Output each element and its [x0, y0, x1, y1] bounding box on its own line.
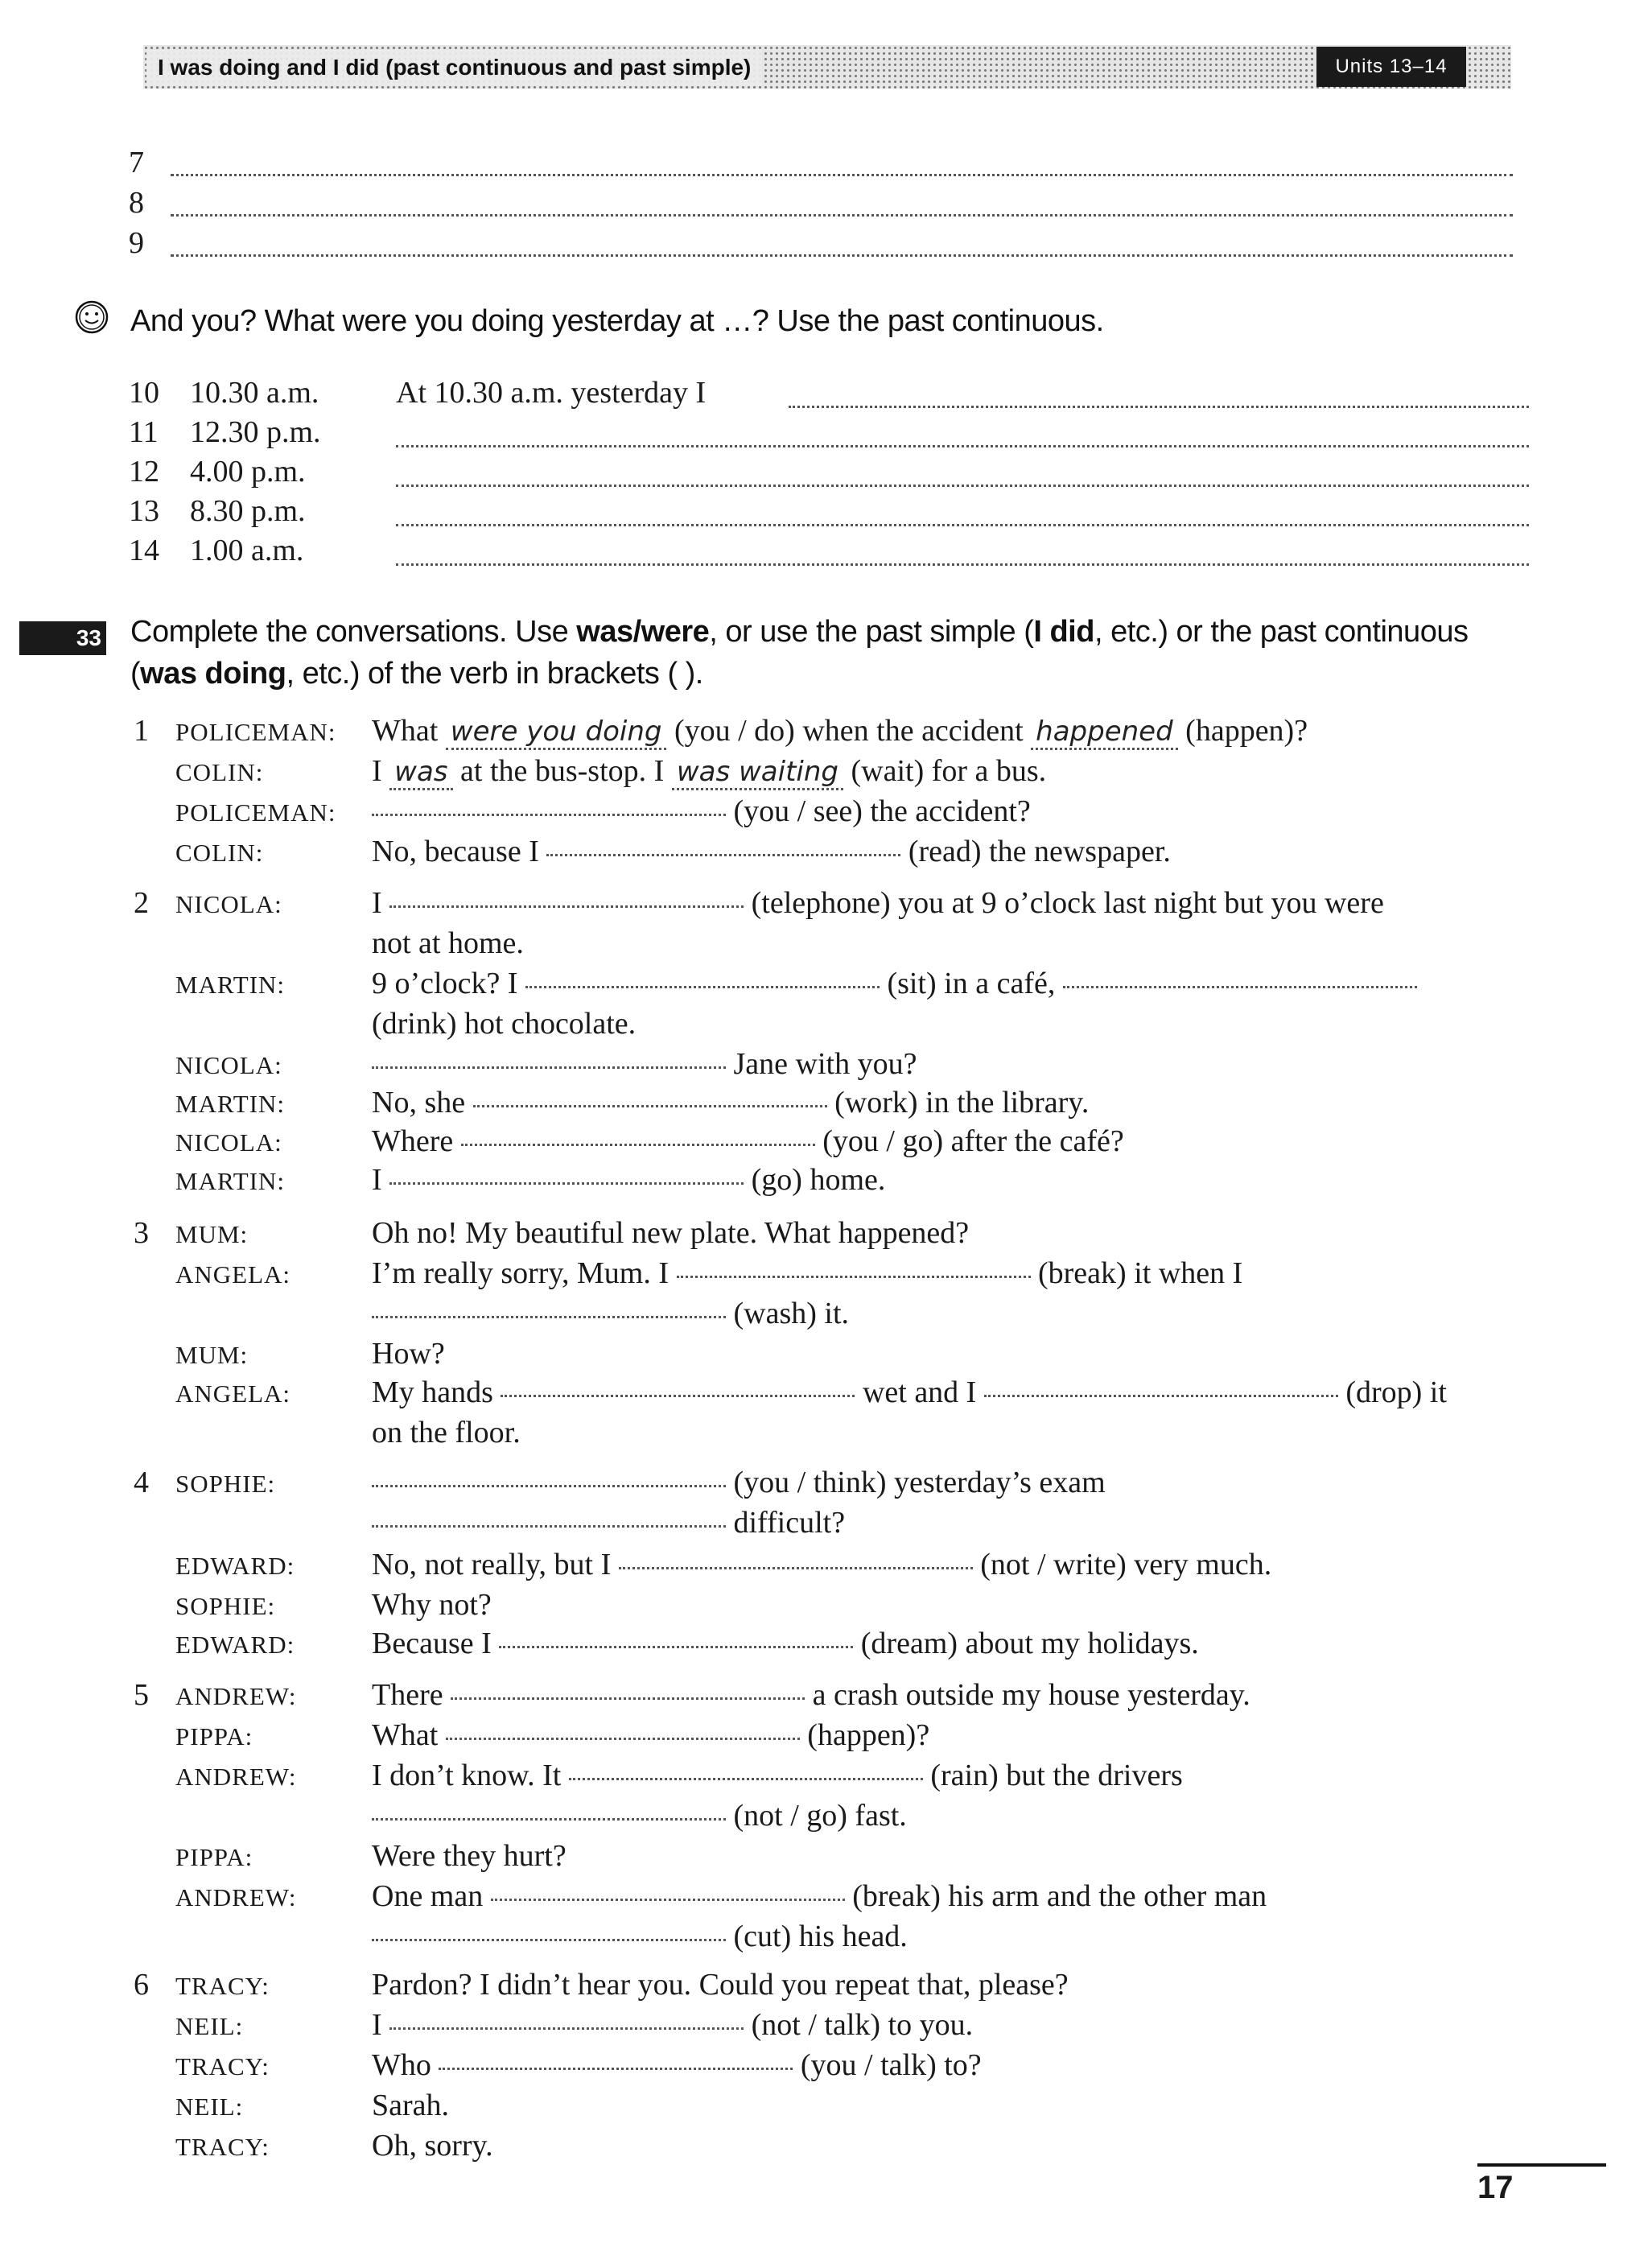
conversation-number: 5 [134, 1678, 149, 1712]
dialogue-text: Oh, sorry. [372, 2129, 493, 2163]
time-row-11 [129, 414, 1529, 453]
speaker-name: TRACY: [175, 1972, 270, 2000]
speaker-name: EDWARD: [175, 1552, 295, 1580]
dialogue-text: Who (you / talk) to? [372, 2048, 982, 2082]
answer-blank[interactable] [396, 524, 1529, 526]
dialogue-text: not at home. [372, 926, 524, 960]
dialogue-text: 9 o’clock? I (sit) in a café, [372, 966, 1417, 1001]
speaker-name: SOPHIE: [175, 1470, 276, 1498]
answer-blank[interactable] [372, 1485, 726, 1487]
answer-blank[interactable] [501, 1395, 855, 1397]
speaker-name: COLIN: [175, 839, 264, 867]
row-number: 14 [129, 534, 159, 567]
row-time: 10.30 a.m. [190, 376, 319, 410]
task-instruction: And you? What were you doing yesterday at …? Use the past continuous. [130, 304, 1104, 338]
row-number: 13 [129, 494, 159, 528]
speaker-name: TRACY: [175, 2133, 270, 2161]
dialogue-text: difficult? [372, 1505, 845, 1540]
row-time: 8.30 p.m. [190, 494, 306, 528]
speaker-name: NICOLA: [175, 1128, 282, 1157]
dialogue-text: I don’t know. It (rain) but the drivers [372, 1759, 1183, 1792]
conversation-number: 1 [134, 714, 149, 748]
answer-blank[interactable] [171, 254, 1513, 257]
instruction-text: , etc.) of the verb in brackets ( ). [286, 657, 703, 691]
dialogue-text: (wash) it. [372, 1296, 849, 1331]
dialogue-text: Jane with you? [372, 1046, 917, 1082]
answer-blank[interactable] [171, 174, 1513, 176]
dialogue-text: I was at the bus-stop. I was waiting (wait) for a bus. [372, 753, 1046, 789]
row-number: 10 [129, 376, 159, 410]
answer-blank[interactable] [171, 214, 1513, 216]
dialogue-text: There a crash outside my house yesterday. [372, 1678, 1250, 1712]
answer-line-8 [129, 185, 1513, 224]
dialogue-text: I (go) home. [372, 1163, 886, 1197]
speaker-name: ANDREW: [175, 1763, 297, 1791]
speaker-name: ANDREW: [175, 1682, 297, 1710]
answer-blank[interactable] [569, 1778, 923, 1780]
speaker-name: MUM: [175, 1341, 249, 1369]
dialogue-text: Were they hurt? [372, 1839, 566, 1873]
dialogue-text: No, she (work) in the library. [372, 1086, 1090, 1120]
page-number-rule [1477, 2163, 1606, 2167]
dialogue-text: I (not / talk) to you. [372, 2008, 974, 2042]
instruction-text: Complete the conversations. Use [130, 615, 577, 649]
conversation-number: 3 [134, 1216, 149, 1250]
filled-answer[interactable]: was waiting [672, 756, 843, 790]
speaker-name: MUM: [175, 1220, 249, 1248]
answer-blank[interactable] [546, 854, 900, 856]
dialogue-text: Where (you / go) after the café? [372, 1124, 1124, 1158]
row-number: 12 [129, 455, 159, 489]
answer-blank[interactable] [389, 2027, 744, 2030]
answer-blank[interactable] [389, 905, 744, 908]
filled-answer[interactable]: was [389, 756, 452, 790]
dialogue-text: Pardon? I didn’t hear you. Could you repeat that, please? [372, 1968, 1069, 2002]
speaker-name: NICOLA: [175, 890, 282, 918]
line-number: 9 [129, 226, 144, 260]
filled-answer[interactable]: happened [1031, 715, 1178, 750]
dialogue-text: No, because I (read) the newspaper. [372, 835, 1171, 868]
exercise-number-badge: 33 [19, 621, 106, 655]
speaker-name: NICOLA: [175, 1051, 282, 1079]
speaker-name: NEIL: [175, 2093, 244, 2121]
answer-blank[interactable] [984, 1395, 1338, 1397]
answer-blank[interactable] [396, 563, 1529, 566]
instruction-text: ( [130, 657, 141, 691]
dialogue-text: Why not? [372, 1588, 492, 1622]
dialogue-text: I’m really sorry, Mum. I (break) it when I [372, 1256, 1243, 1290]
answer-blank[interactable] [619, 1567, 973, 1569]
answer-line-9 [129, 225, 1513, 264]
answer-blank[interactable] [396, 485, 1529, 487]
answer-blank[interactable] [372, 1818, 726, 1821]
row-number: 11 [129, 415, 159, 449]
speaker-name: POLICEMAN: [175, 718, 336, 746]
speaker-name: PIPPA: [175, 1722, 253, 1750]
speaker-name: SOPHIE: [175, 1592, 276, 1620]
dialogue-text: on the floor. [372, 1416, 521, 1449]
answer-blank[interactable] [491, 1899, 845, 1901]
dialogue-text: (drink) hot chocolate. [372, 1007, 637, 1041]
speaker-name: PIPPA: [175, 1843, 253, 1871]
dialogue-text: Oh no! My beautiful new plate. What happened? [372, 1216, 970, 1250]
filled-answer[interactable]: were you doing [446, 715, 667, 750]
units-badge: Units 13–14 [1316, 47, 1466, 87]
answer-blank[interactable] [372, 1316, 726, 1318]
answer-blank[interactable] [372, 1525, 726, 1528]
exercise-instruction-line-2 [130, 657, 703, 691]
answer-blank[interactable] [446, 1738, 800, 1740]
page-heading: I was doing and I did (past continuous and past simple) [146, 50, 762, 85]
speaker-name: NEIL: [175, 2012, 244, 2040]
dialogue-text: Sarah. [372, 2089, 450, 2122]
instruction-bold: was doing [140, 657, 286, 691]
page-number: 17 [1477, 2170, 1514, 2205]
instruction-bold: was/were [576, 615, 710, 649]
time-row-14 [129, 533, 1529, 571]
answer-blank[interactable] [372, 814, 726, 816]
dialogue-text: (not / go) fast. [372, 1798, 907, 1833]
dialogue-text: One man (break) his arm and the other man [372, 1879, 1267, 1913]
answer-blank[interactable] [372, 1066, 726, 1069]
speaker-name: MARTIN: [175, 971, 286, 999]
instruction-text: , or use the past simple ( [709, 615, 1034, 649]
exercise-instruction-line-1 [130, 615, 1514, 649]
answer-line-7 [129, 145, 1513, 184]
instruction-text: , etc.) or the past continuous [1094, 615, 1469, 649]
speaker-name: ANGELA: [175, 1379, 291, 1408]
answer-blank[interactable] [473, 1105, 827, 1107]
speaker-name: MARTIN: [175, 1090, 286, 1118]
speaker-name: ANGELA: [175, 1260, 291, 1289]
row-prompt: At 10.30 a.m. yesterday I [396, 376, 707, 410]
answer-blank[interactable] [451, 1697, 805, 1700]
time-row-10 [129, 375, 1529, 414]
dialogue-text: (you / see) the accident? [372, 794, 1031, 829]
speaker-name: MARTIN: [175, 1167, 286, 1195]
dialogue-text: My hands wet and I (drop) it [372, 1375, 1447, 1409]
speaker-name: EDWARD: [175, 1631, 295, 1659]
row-time: 1.00 a.m. [190, 534, 304, 567]
conversation-number: 2 [134, 886, 149, 920]
answer-blank[interactable] [525, 986, 880, 988]
dialogue-text: What (happen)? [372, 1718, 930, 1752]
line-number: 8 [129, 186, 144, 220]
time-row-13 [129, 493, 1529, 532]
speaker-name: TRACY: [175, 2052, 270, 2080]
answer-blank[interactable] [461, 1144, 815, 1146]
dialogue-text: I (telephone) you at 9 o’clock last night but you were [372, 886, 1384, 920]
dialogue-text: No, not really, but I (not / write) very much. [372, 1548, 1272, 1581]
time-row-12 [129, 454, 1529, 493]
answer-blank[interactable] [677, 1276, 1031, 1278]
dialogue-text: How? [372, 1337, 445, 1371]
answer-blank[interactable] [389, 1182, 744, 1185]
answer-blank[interactable] [372, 1939, 726, 1941]
answer-blank[interactable] [439, 2068, 793, 2070]
speaker-name: ANDREW: [175, 1883, 297, 1911]
dialogue-text: (cut) his head. [372, 1919, 908, 1954]
conversation-number: 6 [134, 1968, 149, 2002]
line-number: 7 [129, 146, 144, 179]
speaker-name: POLICEMAN: [175, 798, 336, 827]
answer-blank[interactable] [396, 445, 1529, 447]
conversation-number: 4 [134, 1466, 149, 1499]
row-time: 4.00 p.m. [190, 455, 306, 489]
row-time: 12.30 p.m. [190, 415, 321, 449]
dialogue-text: Because I (dream) about my holidays. [372, 1627, 1199, 1660]
dialogue-text: (you / think) yesterday’s exam [372, 1465, 1106, 1500]
smiley-icon [74, 299, 109, 335]
answer-blank[interactable] [1063, 986, 1417, 988]
answer-blank[interactable] [499, 1646, 853, 1648]
instruction-bold: I did [1033, 615, 1094, 649]
dialogue-text: What were you doing (you / do) when the accident happened (happen)? [372, 713, 1308, 748]
speaker-name: COLIN: [175, 758, 264, 786]
answer-blank[interactable] [789, 406, 1529, 408]
